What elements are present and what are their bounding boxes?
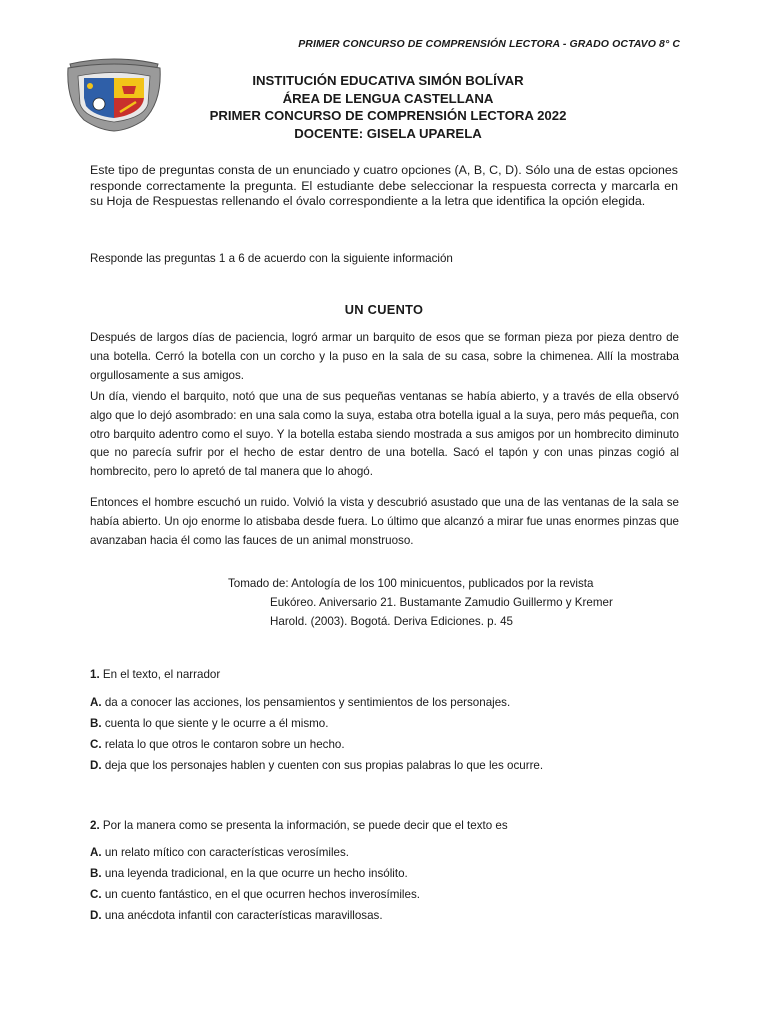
story-paragraph: Después de largos días de paciencia, logró armar un barquito de esos que se forman pieza por pieza dentro de una botella. Cerró la botella con un corcho y la puso en la sala de su casa, sobre la chimenea. Allí la mostraba orgullosamente a sus amigos.: [90, 331, 679, 382]
option-text: da a conocer las acciones, los pensamientos y sentimientos de los personajes.: [104, 696, 511, 709]
instruction-text: Responde las preguntas 1 a 6 de acuerdo con la siguiente información: [90, 252, 453, 265]
teacher-name: DOCENTE: GISELA UPARELA: [294, 125, 482, 141]
option-letter: C.: [90, 888, 102, 901]
option-letter: D.: [90, 909, 102, 922]
area-name: ÁREA DE LENGUA CASTELLANA: [282, 90, 494, 106]
intro-paragraph: Este tipo de preguntas consta de un enunciado y cuatro opciones (A, B, C, D). Sólo una de estas opciones responde correctamente la pregunta. El estudiante debe seleccionar la respuesta correcta y marcarla en su Hoja de Respuestas rellenando el óvalo correspondiente a la letra que identifica la opción elegida.: [90, 163, 678, 209]
option-1d: [90, 759, 690, 772]
option-2a: [90, 846, 690, 859]
option-text: deja que los personajes hablen y cuenten con sus propias palabras lo que les ocurre.: [104, 759, 544, 772]
option-letter: B.: [90, 867, 102, 880]
option-1a: [90, 696, 690, 709]
document-heading: [170, 72, 606, 142]
option-letter: B.: [90, 717, 102, 730]
question-number: 1.: [90, 668, 100, 681]
question-text: Por la manera como se presenta la información, se puede decir que el texto es: [102, 819, 508, 832]
option-2c: [90, 888, 690, 901]
option-text: un cuento fantástico, en el que ocurren hechos inverosímiles.: [104, 888, 420, 901]
question-1: [90, 668, 690, 681]
option-letter: C.: [90, 738, 102, 751]
story-source: [228, 575, 678, 631]
option-text: una leyenda tradicional, en la que ocurre un hecho insólito.: [104, 867, 408, 880]
option-1c: [90, 738, 690, 751]
institution-name: INSTITUCIÓN EDUCATIVA SIMÓN BOLÍVAR: [252, 73, 524, 88]
story-paragraph: Un día, viendo el barquito, notó que una de sus pequeñas ventanas se había abierto, y a través de ella observó algo que lo dejó asombrado: en una sala como la suya, estaba otra botella igual a la suya, pero más pequeña, con otro barquito adentro como el suyo. Y la botella estaba siendo mostrada a sus amigos por un hombrecito diminuto que no parecía sufrir por el hecho de estar dentro de una botella. Sacó el tapón y con unas pinzas cogió al hombrecito, pero lo apretó de tal manera que lo ahogó.: [90, 390, 679, 479]
option-text: una anécdota infantil con características maravillosas.: [104, 909, 383, 922]
question-2: [90, 819, 690, 832]
question-text: En el texto, el narrador: [102, 668, 221, 681]
running-header: PRIMER CONCURSO DE COMPRENSIÓN LECTORA - GRADO OCTAVO 8° C: [298, 38, 680, 50]
source-line: Tomado de: Antología de los 100 minicuentos, publicados por la revista: [228, 577, 594, 590]
contest-name: PRIMER CONCURSO DE COMPRENSIÓN LECTORA 2022: [209, 108, 567, 123]
option-text: relata lo que otros le contaron sobre un hecho.: [104, 738, 345, 751]
question-number: 2.: [90, 819, 100, 832]
option-letter: A.: [90, 696, 102, 709]
option-text: cuenta lo que siente y le ocurre a él mismo.: [104, 717, 329, 730]
option-1b: [90, 717, 690, 730]
source-line: Eukóreo. Aniversario 21. Bustamante Zamudio Guillermo y Kremer: [270, 595, 613, 609]
option-2d: [90, 909, 690, 922]
story-paragraph: Entonces el hombre escuchó un ruido. Volvió la vista y descubrió asustado que una de las ventanas de la sala se había abierto. Un ojo enorme lo atisbaba desde fuera. Lo último que alcanzó a mirar fue unas enormes pinzas que avanzaban hacia él como las fauces de un animal monstruoso.: [90, 496, 679, 547]
option-letter: A.: [90, 846, 102, 859]
option-2b: [90, 867, 690, 880]
school-crest-icon: [64, 56, 164, 132]
option-letter: D.: [90, 759, 102, 772]
option-text: un relato mítico con características verosímiles.: [104, 846, 350, 859]
story-title: UN CUENTO: [344, 302, 424, 317]
source-line: Harold. (2003). Bogotá. Deriva Ediciones. p. 45: [270, 614, 513, 628]
